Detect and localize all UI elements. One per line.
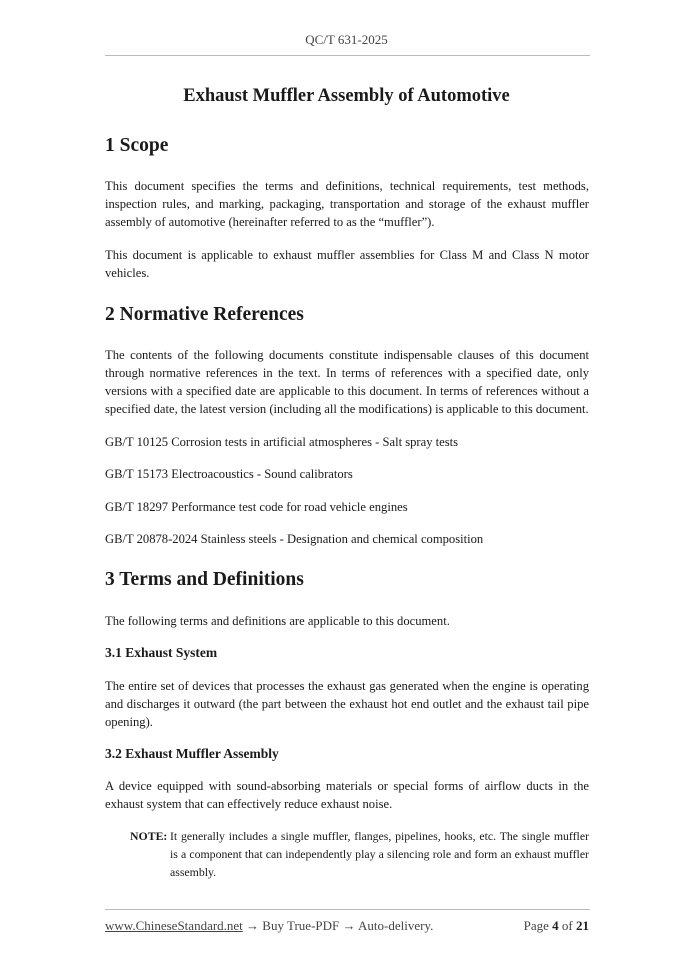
reference-item: GB/T 15173 Electroacoustics - Sound calibrators <box>105 467 353 481</box>
scope-paragraph-2: This document is applicable to exhaust muffler assemblies for Class M and Class N motor vehicles. <box>105 248 589 280</box>
term-definition-3-2: A device equipped with sound-absorbing materials or special forms of airflow ducts in the exhaust system that can effectively reduce exhaust noise. <box>105 779 589 811</box>
reference-item: GB/T 18297 Performance test code for road vehicle engines <box>105 500 408 514</box>
section-heading-normative: 2 Normative References <box>105 304 304 325</box>
reference-item: GB/T 10125 Corrosion tests in artificial atmospheres - Salt spray tests <box>105 435 459 449</box>
footer-divider <box>105 909 590 910</box>
section-heading-scope: 1 Scope <box>105 135 169 156</box>
term-heading-3-2: 3.2 Exhaust Muffler Assembly <box>105 746 279 761</box>
terms-intro: The following terms and definitions are applicable to this document. <box>105 614 450 628</box>
page-number: 4 <box>552 918 559 933</box>
footer-link[interactable]: www.ChineseStandard.net <box>105 918 243 933</box>
scope-paragraph-1: This document specifies the terms and definitions, technical requirements, test methods, inspection rules, and marking, packaging, transportation and storage of the exhaust muffler assembly of automotive (hereinafter referred to as the “muffler”). <box>105 179 589 229</box>
footer <box>105 918 589 934</box>
term-heading-3-1: 3.1 Exhaust System <box>105 645 218 660</box>
section-heading-terms: 3 Terms and Definitions <box>105 569 304 590</box>
note-text: It generally includes a single muffler, flanges, pipelines, hooks, etc. The single muffler is a component that can independently play a silencing role and form an exhaust muffler assembly. <box>170 829 589 879</box>
footer-text: → Buy True-PDF → Auto-delivery. <box>242 918 434 933</box>
note-block <box>130 827 589 881</box>
note-label: NOTE: <box>130 829 168 843</box>
page-label: Page <box>523 918 549 933</box>
page-indicator <box>524 918 589 934</box>
term-definition-3-1: The entire set of devices that processes the exhaust gas generated when the engine is operating and discharges it outward (the part between the exhaust hot end outlet and the exhaust tail pipe opening). <box>105 679 589 729</box>
normative-intro: The contents of the following documents constitute indispensable clauses of this document through normative references in the text. In terms of references with a specified date, only versions with a specified date are applicable to this document. In terms of references without a specified date, the latest version (including all the modifications) is applicable to this document. <box>105 348 589 416</box>
page-total: 21 <box>576 918 589 933</box>
header-divider <box>105 55 590 56</box>
of-label: of <box>561 918 573 933</box>
header-doc-code: QC/T 631-2025 <box>305 32 388 47</box>
document-title: Exhaust Muffler Assembly of Automotive <box>183 86 510 106</box>
reference-item: GB/T 20878-2024 Stainless steels - Designation and chemical composition <box>105 532 484 546</box>
